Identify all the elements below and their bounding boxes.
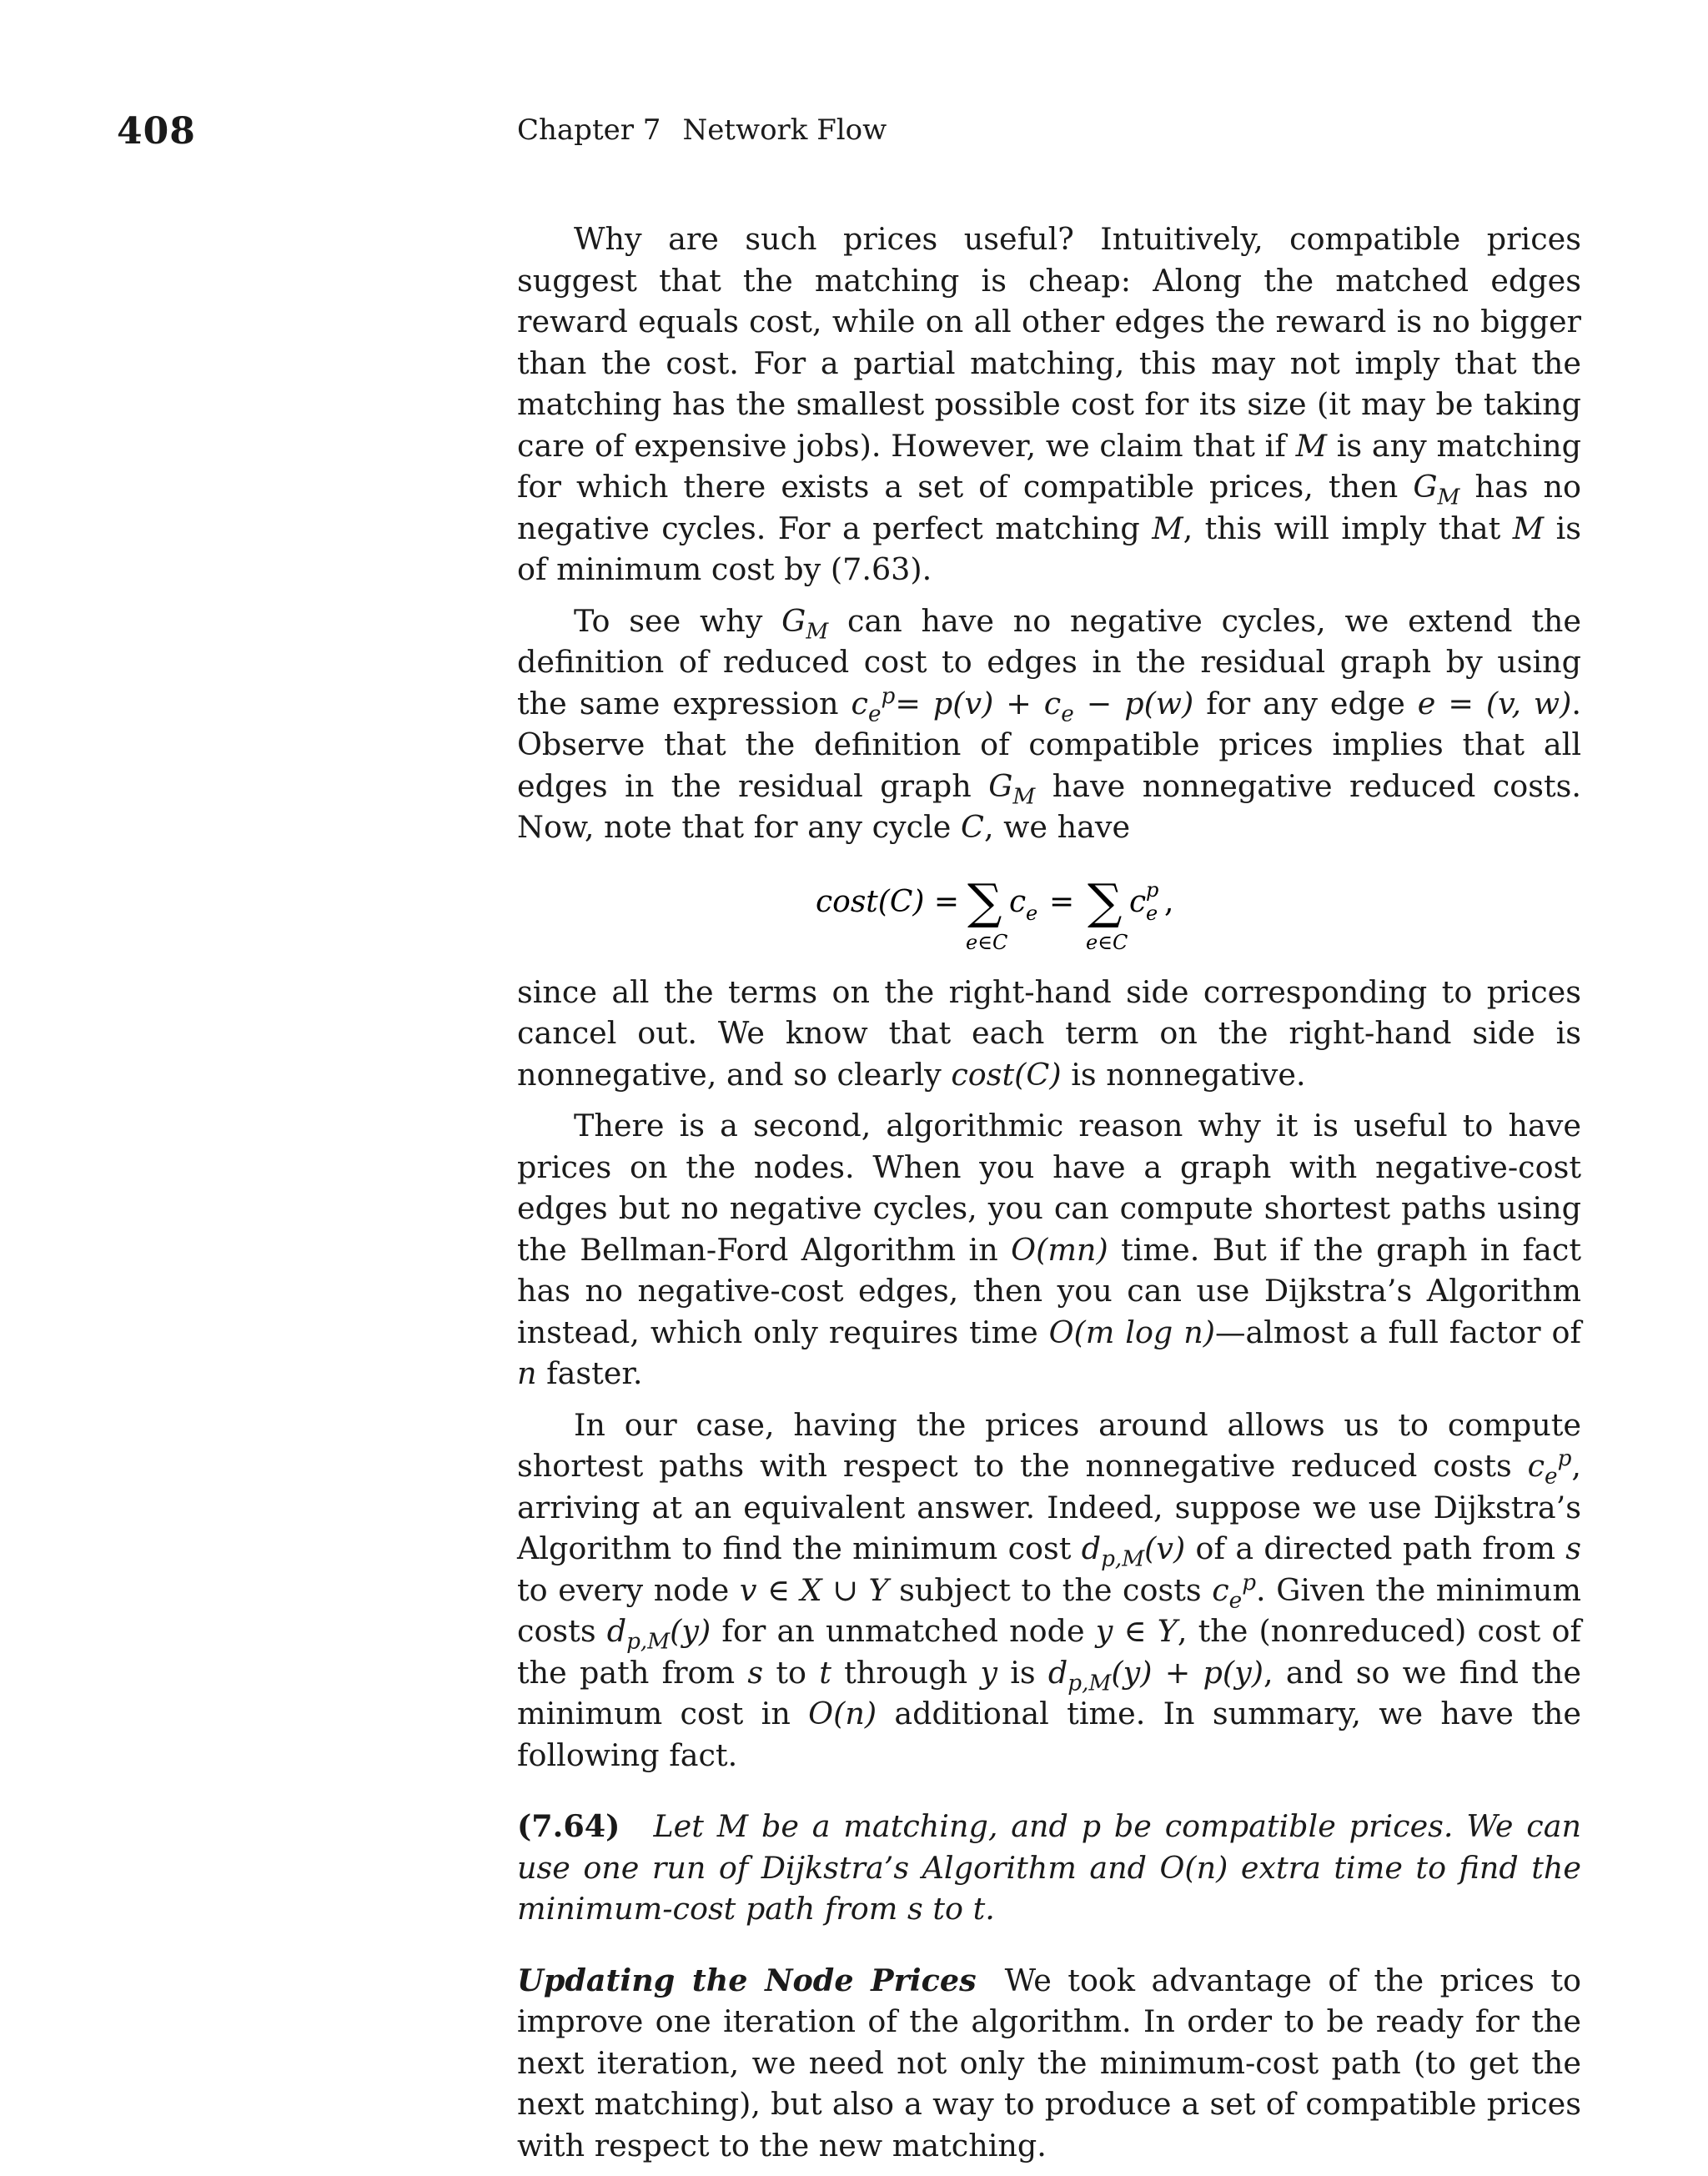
fact-7-64: [517, 1806, 1581, 1930]
sum-subscript-1: e∈C: [966, 930, 1008, 953]
display-equation: [517, 870, 1581, 953]
page-number: 408: [117, 110, 196, 153]
fact-text: Let M be a matching, and p be compatible prices. We can use one run of Dijkstra’s Algorithm and O(n) extra time to find the minimum-cost path from s to t.: [517, 1808, 1581, 1927]
eq-term-1: c: [1009, 884, 1027, 919]
section-heading: Updating the Node Prices: [517, 1962, 977, 1998]
paragraph-5: In our case, having the prices around allows us to compute shortest paths with respect to the nonnegative reduced costs $c_e^p$, arriving at an equivalent answer. Indeed, suppose we use Dijkstra’s Algorithm to find the minimum cost $d_{p,M}(v)$ of a directed path from s to every node v ∈ X ∪ Y subject to the costs $c_e^p$. Given the minimum costs $d_{p,M}(y)$ for an unmatched node y ∈ Y, the (nonreduced) cost of the path from s to t through y is $d_{p,M}(y) + p(y)$, and so we find the minimum cost in O(n) additional time. In summary, we have the following fact.: [517, 1406, 1582, 1773]
chapter-title: Network Flow: [682, 113, 887, 147]
eq-equals: =: [1049, 884, 1075, 919]
eq-term-1-sub: e: [1026, 901, 1038, 925]
body-text: [517, 219, 1581, 2176]
eq-comma: ,: [1164, 884, 1174, 919]
sum-subscript-2: e∈C: [1086, 930, 1128, 953]
eq-lhs: cost(C) =: [816, 884, 960, 919]
section-updating-node-prices: [517, 1960, 1581, 2167]
eq-term-2-sup: p: [1146, 877, 1159, 902]
chapter-label: Chapter 7: [517, 113, 661, 147]
sigma-symbol-1: ∑: [967, 872, 1002, 930]
eq-term-2-sub: e: [1146, 901, 1158, 925]
eq-term-2: c: [1129, 884, 1147, 919]
section-text: We took advantage of the prices to improve one iteration of the algorithm. In order to be ready for the next iteration, we need not only the minimum-cost path (to get the next matching), but also a way to produce a set of compatible prices with respect to the new matching.: [517, 1962, 1581, 2163]
paragraph-2: To see why $G_M$ can have no negative cycles, we extend the definition of reduced cost to edges in the residual graph by using the same expression $c_e^p= p(v) + c_e - p(w)$ for any edge e = (v, w). Observe that the definition of compatible prices implies that all edges in the residual graph $G_M$ have nonnegative reduced costs. Now, note that for any cycle C, we have: [517, 602, 1581, 845]
equation-svg: [816, 870, 1283, 953]
paragraph-1: Why are such prices useful? Intuitively, compatible prices suggest that the matching is cheap: Along the matched edges reward equals cost, while on all other edges the reward is no bigger than the cost. For a partial matching, this may not imply that the matching has the smallest possible cost for its size (it may be taking care of expensive jobs). However, we claim that if M is any matching for which there exists a set of compatible prices, then $G_M$ has no negative cycles. For a perfect matching M, this will imply that M is of minimum cost by (7.63).: [517, 221, 1582, 587]
sigma-symbol-2: ∑: [1088, 872, 1123, 930]
running-head: [517, 113, 887, 147]
paragraph-4: There is a second, algorithmic reason why it is useful to have prices on the nodes. When you have a graph with negative-cost edges but no negative cycles, you can compute shortest paths using the Bellman-Ford Algorithm in O(mn) time. But if the graph in fact has no negative-cost edges, then you can use Dijkstra’s Algorithm instead, which only requires time O(m log n)—almost a full factor of n faster.: [517, 1108, 1581, 1391]
paragraph-3: since all the terms on the right-hand side corresponding to prices cancel out. We know that each term on the right-hand side is nonnegative, and so clearly cost(C) is nonnegative.: [517, 973, 1581, 1093]
fact-label: (7.64): [517, 1808, 620, 1844]
